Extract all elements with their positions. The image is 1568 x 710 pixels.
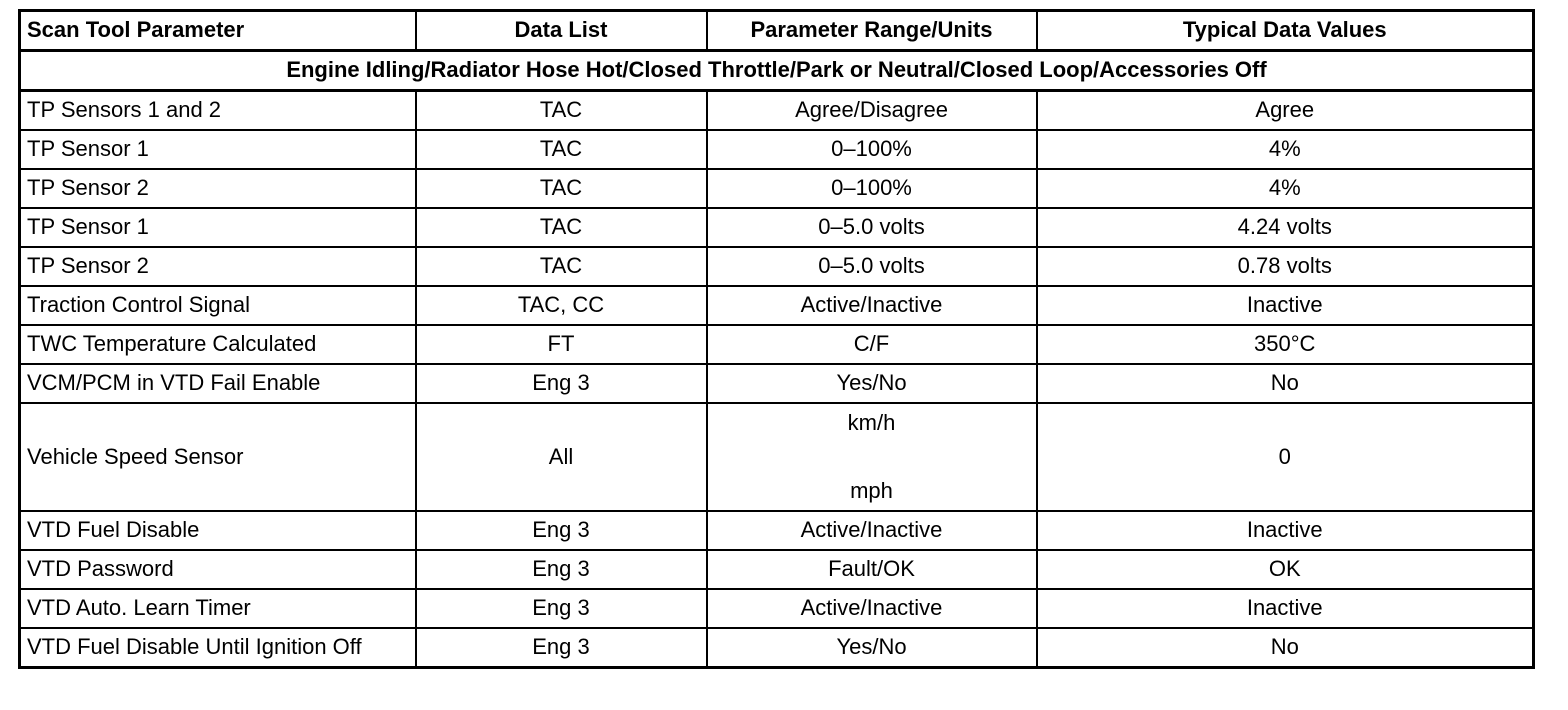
cell-range: Yes/No (707, 364, 1037, 403)
cell-typical: 350°C (1037, 325, 1534, 364)
cell-range: Active/Inactive (707, 589, 1037, 628)
cell-range: Fault/OK (707, 550, 1037, 589)
cell-typical: Inactive (1037, 286, 1534, 325)
cell-data-list: FT (416, 325, 707, 364)
table-row (20, 403, 1534, 511)
table-row (20, 511, 1534, 550)
cell-data-list: TAC (416, 208, 707, 247)
cell-parameter: TP Sensor 2 (20, 169, 416, 208)
cell-typical: 4.24 volts (1037, 208, 1534, 247)
section-title: Engine Idling/Radiator Hose Hot/Closed Throttle/Park or Neutral/Closed Loop/Accessories Off (20, 51, 1534, 91)
cell-typical: 0.78 volts (1037, 247, 1534, 286)
cell-range: Active/Inactive (707, 286, 1037, 325)
cell-typical: No (1037, 628, 1534, 668)
cell-parameter: Traction Control Signal (20, 286, 416, 325)
cell-typical: No (1037, 364, 1534, 403)
cell-data-list: TAC (416, 91, 707, 131)
cell-range: 0–5.0 volts (707, 208, 1037, 247)
cell-data-list: TAC (416, 130, 707, 169)
header-range-units: Parameter Range/Units (707, 11, 1037, 51)
table-row (20, 550, 1534, 589)
cell-data-list: Eng 3 (416, 550, 707, 589)
range-unit-bottom: mph (850, 477, 893, 503)
range-unit-top: km/h (847, 410, 896, 435)
table-row (20, 286, 1534, 325)
cell-range: 0–100% (707, 169, 1037, 208)
cell-range: Yes/No (707, 628, 1037, 668)
cell-parameter: VTD Fuel Disable (20, 511, 416, 550)
table-row (20, 208, 1534, 247)
cell-parameter: VTD Fuel Disable Until Ignition Off (20, 628, 416, 668)
cell-data-list: Eng 3 (416, 628, 707, 668)
range-stack (714, 411, 1030, 503)
cell-data-list: Eng 3 (416, 364, 707, 403)
table-row (20, 247, 1534, 286)
cell-data-list: TAC (416, 169, 707, 208)
cell-parameter: TP Sensor 1 (20, 130, 416, 169)
cell-typical: 4% (1037, 130, 1534, 169)
table-row (20, 628, 1534, 668)
cell-parameter: TP Sensors 1 and 2 (20, 91, 416, 131)
scan-tool-data-table-container (18, 9, 1532, 669)
cell-range (707, 403, 1037, 511)
cell-typical: Agree (1037, 91, 1534, 131)
cell-data-list: TAC (416, 247, 707, 286)
cell-typical: 0 (1037, 403, 1534, 511)
header-parameter: Scan Tool Parameter (20, 11, 416, 51)
scan-tool-data-table (18, 9, 1535, 669)
cell-data-list: Eng 3 (416, 511, 707, 550)
cell-parameter: TP Sensor 1 (20, 208, 416, 247)
cell-data-list: Eng 3 (416, 589, 707, 628)
cell-parameter: VTD Auto. Learn Timer (20, 589, 416, 628)
cell-range: Agree/Disagree (707, 91, 1037, 131)
cell-data-list: All (416, 403, 707, 511)
table-row (20, 589, 1534, 628)
cell-range: C/F (707, 325, 1037, 364)
cell-range: 0–5.0 volts (707, 247, 1037, 286)
table-row (20, 91, 1534, 131)
cell-parameter: Vehicle Speed Sensor (20, 403, 416, 511)
table-row (20, 130, 1534, 169)
cell-typical: OK (1037, 550, 1534, 589)
cell-parameter: VTD Password (20, 550, 416, 589)
table-row (20, 169, 1534, 208)
cell-data-list: TAC, CC (416, 286, 707, 325)
cell-typical: 4% (1037, 169, 1534, 208)
header-row (20, 11, 1534, 51)
cell-parameter: TP Sensor 2 (20, 247, 416, 286)
cell-typical: Inactive (1037, 589, 1534, 628)
section-row (20, 51, 1534, 91)
cell-parameter: TWC Temperature Calculated (20, 325, 416, 364)
table-row (20, 325, 1534, 364)
header-typical-values: Typical Data Values (1037, 11, 1534, 51)
cell-parameter: VCM/PCM in VTD Fail Enable (20, 364, 416, 403)
table-row (20, 364, 1534, 403)
cell-range: Active/Inactive (707, 511, 1037, 550)
cell-range: 0–100% (707, 130, 1037, 169)
cell-typical: Inactive (1037, 511, 1534, 550)
header-data-list: Data List (416, 11, 707, 51)
